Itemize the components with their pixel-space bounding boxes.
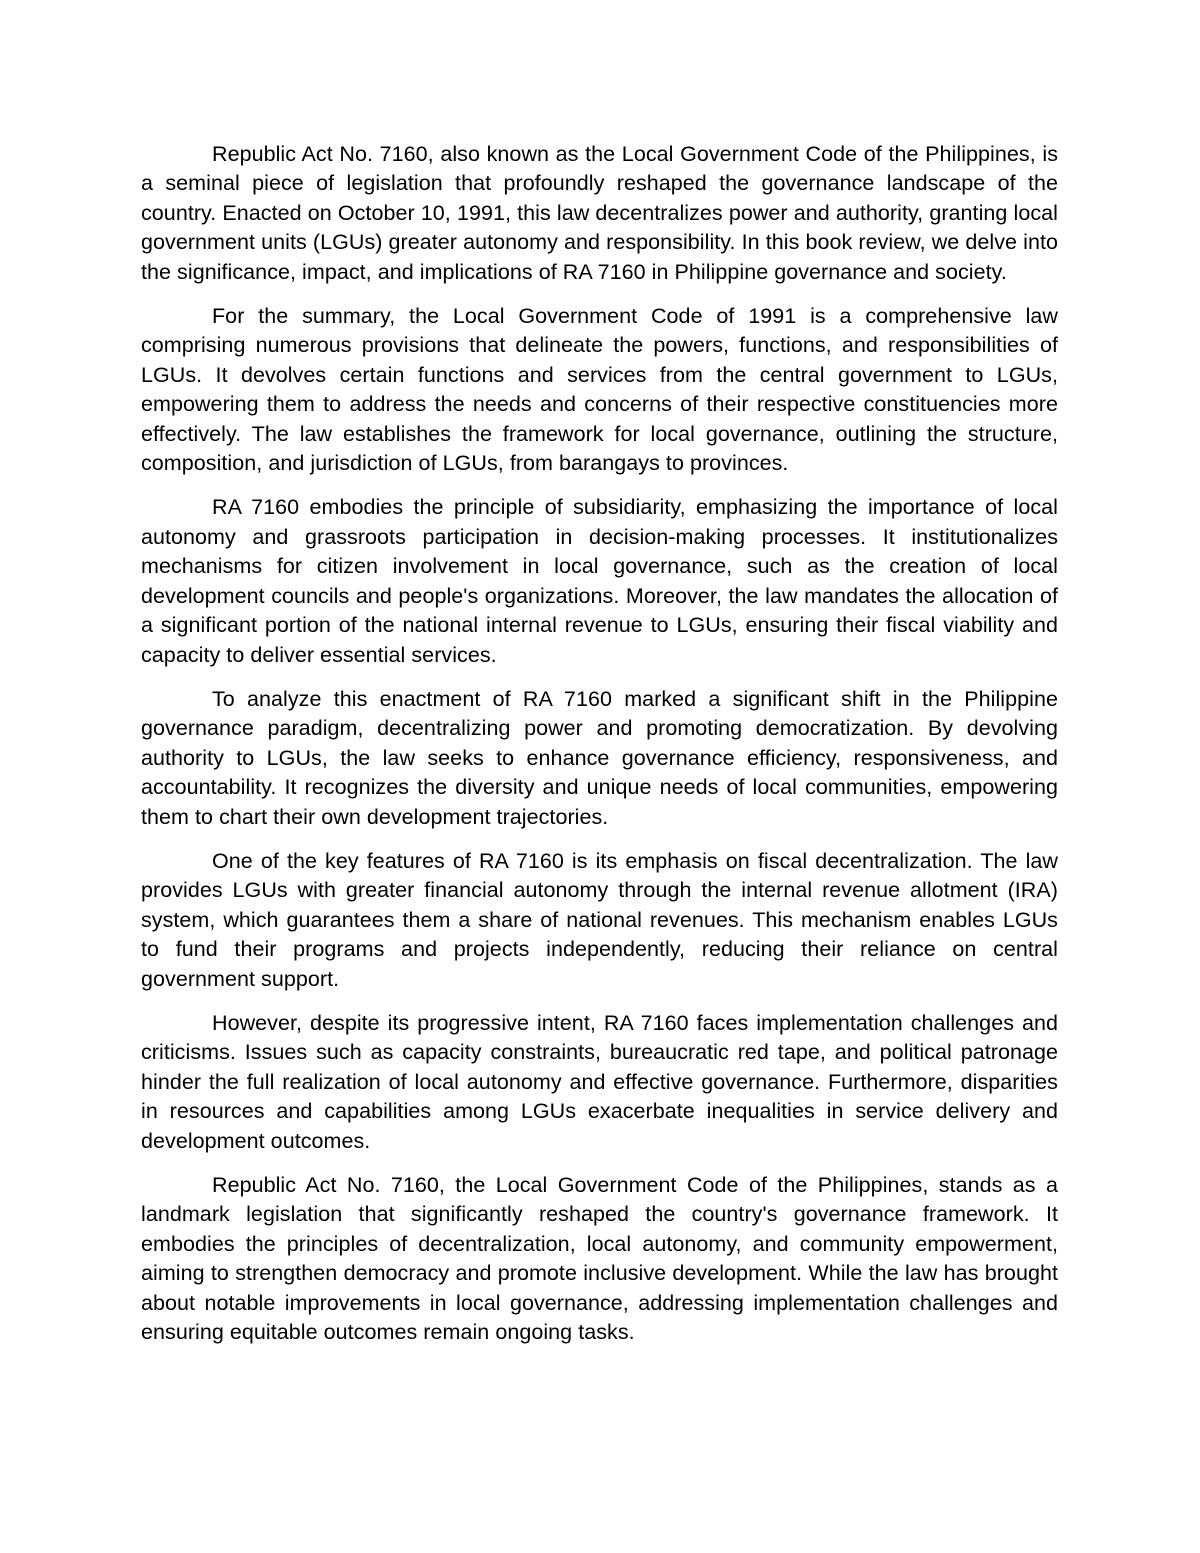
paragraph-subsidiarity: RA 7160 embodies the principle of subsidiarity, emphasizing the importance of local autonomy and grassroots participation in decision-making processes. It institutionalizes mechanisms for citizen involvement in local governance, such as the creation of local development councils and people's organizations. Moreover, the law mandates the allocation of a significant portion of the national internal revenue to LGUs, ensuring their fiscal viability and capacity to deliver essential services. [141, 495, 1058, 667]
document-page [141, 140, 1058, 1362]
paragraph-conclusion: Republic Act No. 7160, the Local Government Code of the Philippines, stands as a landmark legislation that significantly reshaped the country's governance framework. It embodies the principles of decentralization, local autonomy, and community empowerment, aiming to strengthen democracy and promote inclusive development. While the law has brought about notable improvements in local governance, addressing implementation challenges and ensuring equitable outcomes remain ongoing tasks. [141, 1173, 1058, 1345]
paragraph-introduction: Republic Act No. 7160, also known as the Local Government Code of the Philippines, is a seminal piece of legislation that profoundly reshaped the governance landscape of the country. Enacted on October 10, 1991, this law decentralizes power and authority, granting local government units (LGUs) greater autonomy and responsibility. In this book review, we delve into the significance, impact, and implications of RA 7160 in Philippine governance and society. [141, 142, 1058, 284]
paragraph-analysis: To analyze this enactment of RA 7160 marked a significant shift in the Philippine governance paradigm, decentralizing power and promoting democratization. By devolving authority to LGUs, the law seeks to enhance governance efficiency, responsiveness, and accountability. It recognizes the diversity and unique needs of local communities, empowering them to chart their own development trajectories. [141, 686, 1058, 829]
paragraph-fiscal-decentralization: One of the key features of RA 7160 is its emphasis on fiscal decentralization. The law provides LGUs with greater financial autonomy through the internal revenue allotment (IRA) system, which guarantees them a share of national revenues. This mechanism enables LGUs to fund their programs and projects independently, reducing their reliance on central government support. [141, 848, 1058, 991]
paragraph-summary: For the summary, the Local Government Code of 1991 is a comprehensive law comprising numerous provisions that delineate the powers, functions, and responsibilities of LGUs. It devolves certain functions and services from the central government to LGUs, empowering them to address the needs and concerns of their respective constituencies more effectively. The law establishes the framework for local governance, outlining the structure, composition, and jurisdiction of LGUs, from barangays to provinces. [141, 304, 1058, 476]
paragraph-challenges: However, despite its progressive intent, RA 7160 faces implementation challenges and criticisms. Issues such as capacity constraints, bureaucratic red tape, and political patronage hinder the full realization of local autonomy and effective governance. Furthermore, disparities in resources and capabilities among LGUs exacerbate inequalities in service delivery and development outcomes. [141, 1010, 1058, 1153]
